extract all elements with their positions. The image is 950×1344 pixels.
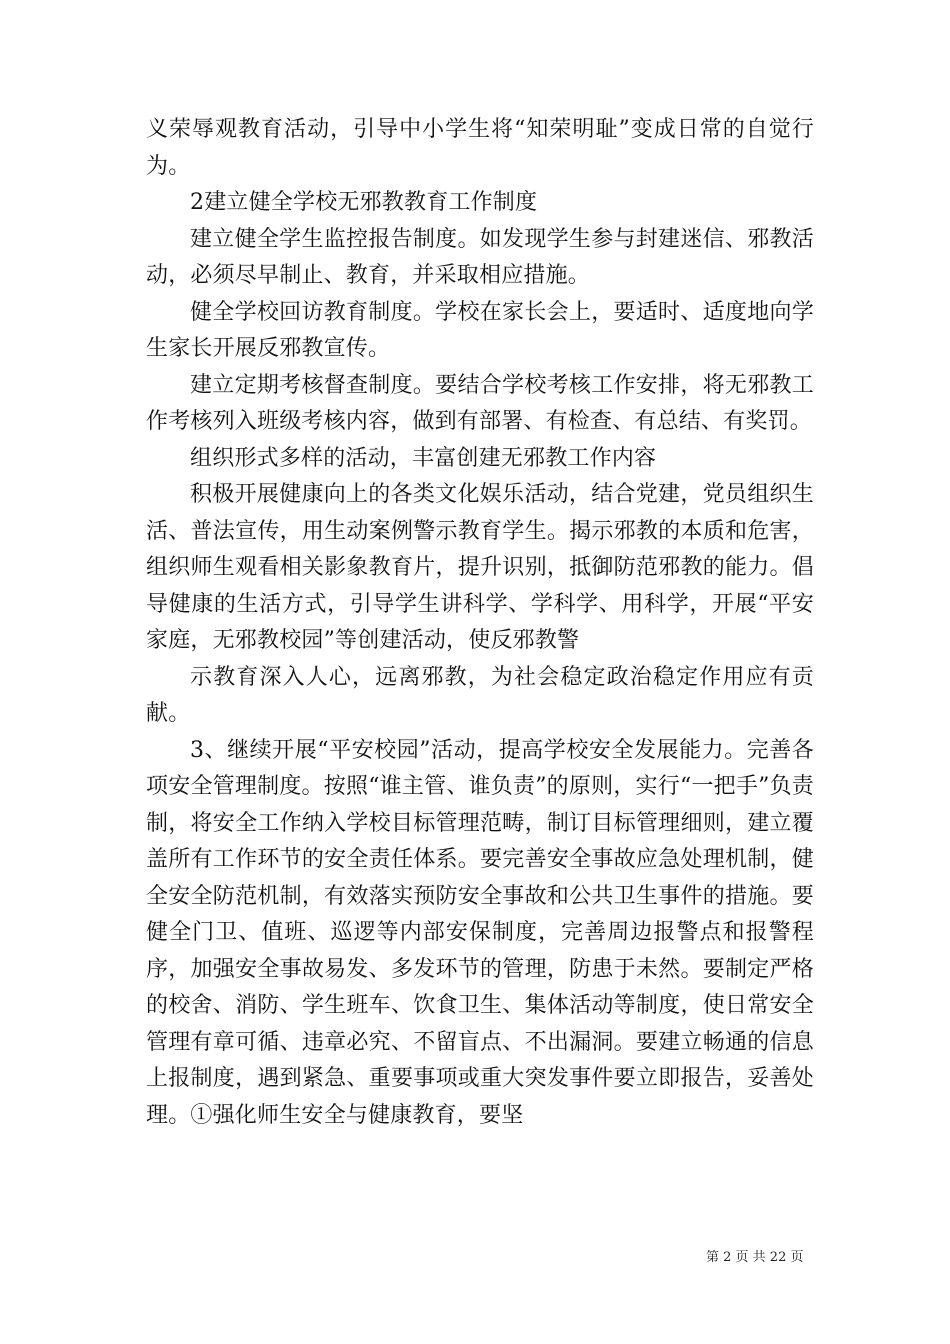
paragraph-2: 2建立健全学校无邪教教育工作制度 (190, 190, 538, 215)
page-number: 第 2 页 共 22 页 (706, 1250, 804, 1265)
paragraph-7: 积极开展健康向上的各类文化娱乐活动，结合党建，党员组织生活、普法宣传，用生动案例警示教育学生。揭示邪教的本质和危害，组织师生观看相关影象教育片，提升识别，抵御防范邪教的能力。倡导健康的生活方式，引导学生讲科学、学科学、用科学，开展“平安家庭，无邪教校园”等创建活动，使反邪教警 (146, 482, 814, 653)
paragraph-6: 组织形式多样的活动，丰富创建无邪教工作内容 (190, 445, 657, 471)
paragraph-1: 义荣辱观教育活动，引导中小学生将“知荣明耻”变成日常的自觉行为。 (146, 117, 814, 179)
paragraph-8: 示教育深入人心，远离邪教，为社会稳定政治稳定作用应有贡献。 (146, 664, 814, 726)
paragraph-9: 3、继续开展“平安校园”活动，提高学校安全发展能力。完善各项安全管理制度。按照“谁主管、谁负责”的原则，实行“一把手”负责制，将安全工作纳入学校目标管理范畴，制订目标管理细则，建立覆盖所有工作环节的安全责任体系。要完善安全事故应急处理机制，健全安全防范机制，有效落实预防安全事故和公共卫生事件的措施。要健全门卫、值班、巡逻等内部安保制度，完善周边报警点和报警程序，加强安全事故易发、多发环节的管理，防患于未然。要制定严格的校舍、消防、学生班车、饮食卫生、集体活动等制度，使日常安全管理有章可循、违章必究、不留盲点、不出漏洞。要建立畅通的信息上报制度，遇到紧急、重要事项或重大突发事件要立即报告，妥善处理。①强化师生安全与健康教育，要坚 (146, 737, 814, 1128)
document-body (146, 112, 814, 1134)
paragraph-4: 健全学校回访教育制度。学校在家长会上，要适时、适度地向学生家长开展反邪教宣传。 (146, 299, 814, 361)
paragraph-3: 建立健全学生监控报告制度。如发现学生参与封建迷信、邪教活动，必须尽早制止、教育，并采取相应措施。 (146, 226, 814, 288)
paragraph-5: 建立定期考核督查制度。要结合学校考核工作安排，将无邪教工作考核列入班级考核内容，做到有部署、有检查、有总结、有奖罚。 (146, 372, 814, 434)
